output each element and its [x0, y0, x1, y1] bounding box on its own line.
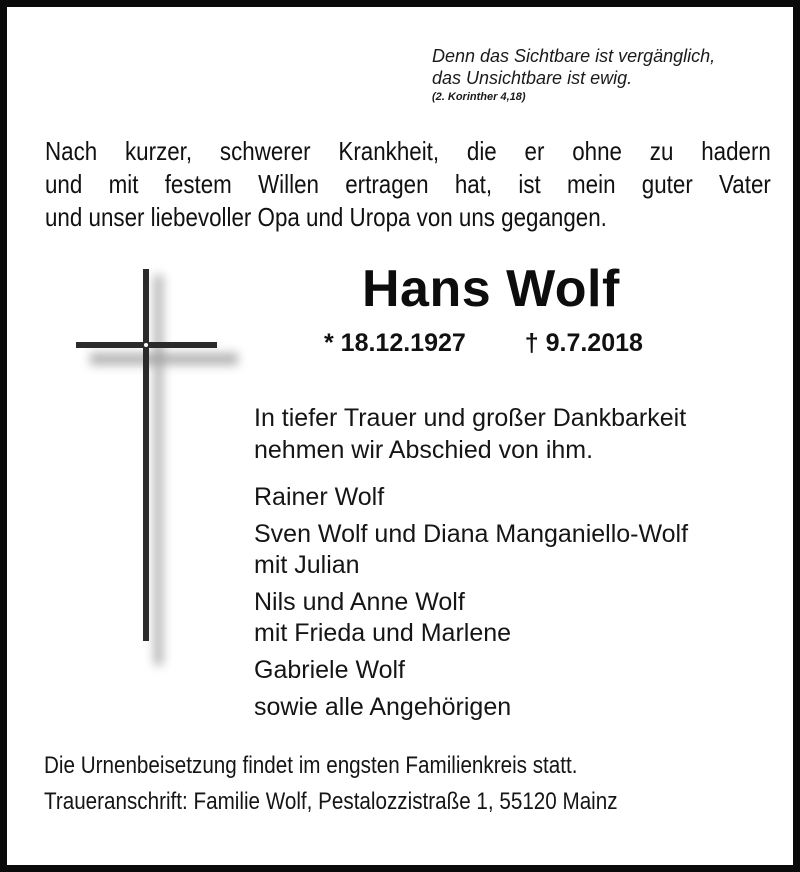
intro-line-3: und unser liebevoller Opa und Uropa von uns gegangen. — [45, 202, 607, 232]
mourning-line-1: In tiefer Trauer und großer Dankbarkeit — [254, 404, 687, 432]
cross-icon — [7, 7, 267, 687]
family-name: Gabriele Wolf — [254, 656, 405, 684]
birth-date: * 18.12.1927 — [324, 329, 466, 357]
cross-center-dot — [144, 343, 148, 347]
mourning-text — [254, 402, 686, 466]
family-entry — [254, 655, 688, 686]
quote-line-2: das Unsichtbare ist ewig. — [432, 68, 633, 88]
cross-vertical-bar — [143, 269, 149, 641]
family-name: sowie alle Angehörigen — [254, 693, 512, 721]
life-dates — [324, 329, 643, 358]
cross-shadow-horizontal — [90, 353, 238, 365]
death-date: † 9.7.2018 — [524, 329, 643, 357]
family-name: Nils und Anne Wolf — [254, 588, 465, 616]
family-entry — [254, 519, 688, 581]
deceased-name: Hans Wolf — [362, 260, 620, 318]
quote-reference: (2. Korinther 4,18) — [432, 91, 526, 103]
family-sub: mit Frieda und Marlene — [254, 619, 512, 647]
quote-line-1: Denn das Sichtbare ist vergänglich, — [432, 46, 716, 66]
bible-quote — [432, 45, 715, 104]
intro-line-2: und mit festem Willen ertragen hat, ist mein guter Vater — [45, 169, 771, 199]
cross-shadow-vertical — [154, 275, 163, 665]
family-name: Sven Wolf und Diana Manganiello-Wolf — [254, 520, 689, 548]
family-list — [254, 482, 688, 729]
burial-notice-wrap — [44, 748, 711, 784]
family-name: Rainer Wolf — [254, 483, 385, 511]
family-entry — [254, 482, 688, 513]
family-entry — [254, 587, 688, 649]
mourning-address-wrap — [44, 784, 711, 820]
family-entry — [254, 692, 688, 723]
intro-line-1: Nach kurzer, schwerer Krankheit, die er ohne zu hadern — [45, 136, 771, 166]
burial-notice: Die Urnenbeisetzung findet im engsten Familienkreis statt. — [44, 752, 578, 779]
family-sub: mit Julian — [254, 551, 360, 579]
mourning-address: Traueranschrift: Familie Wolf, Pestalozzistraße 1, 55120 Mainz — [44, 788, 618, 815]
mourning-line-2: nehmen wir Abschied von ihm. — [254, 436, 594, 464]
footer — [44, 748, 711, 820]
